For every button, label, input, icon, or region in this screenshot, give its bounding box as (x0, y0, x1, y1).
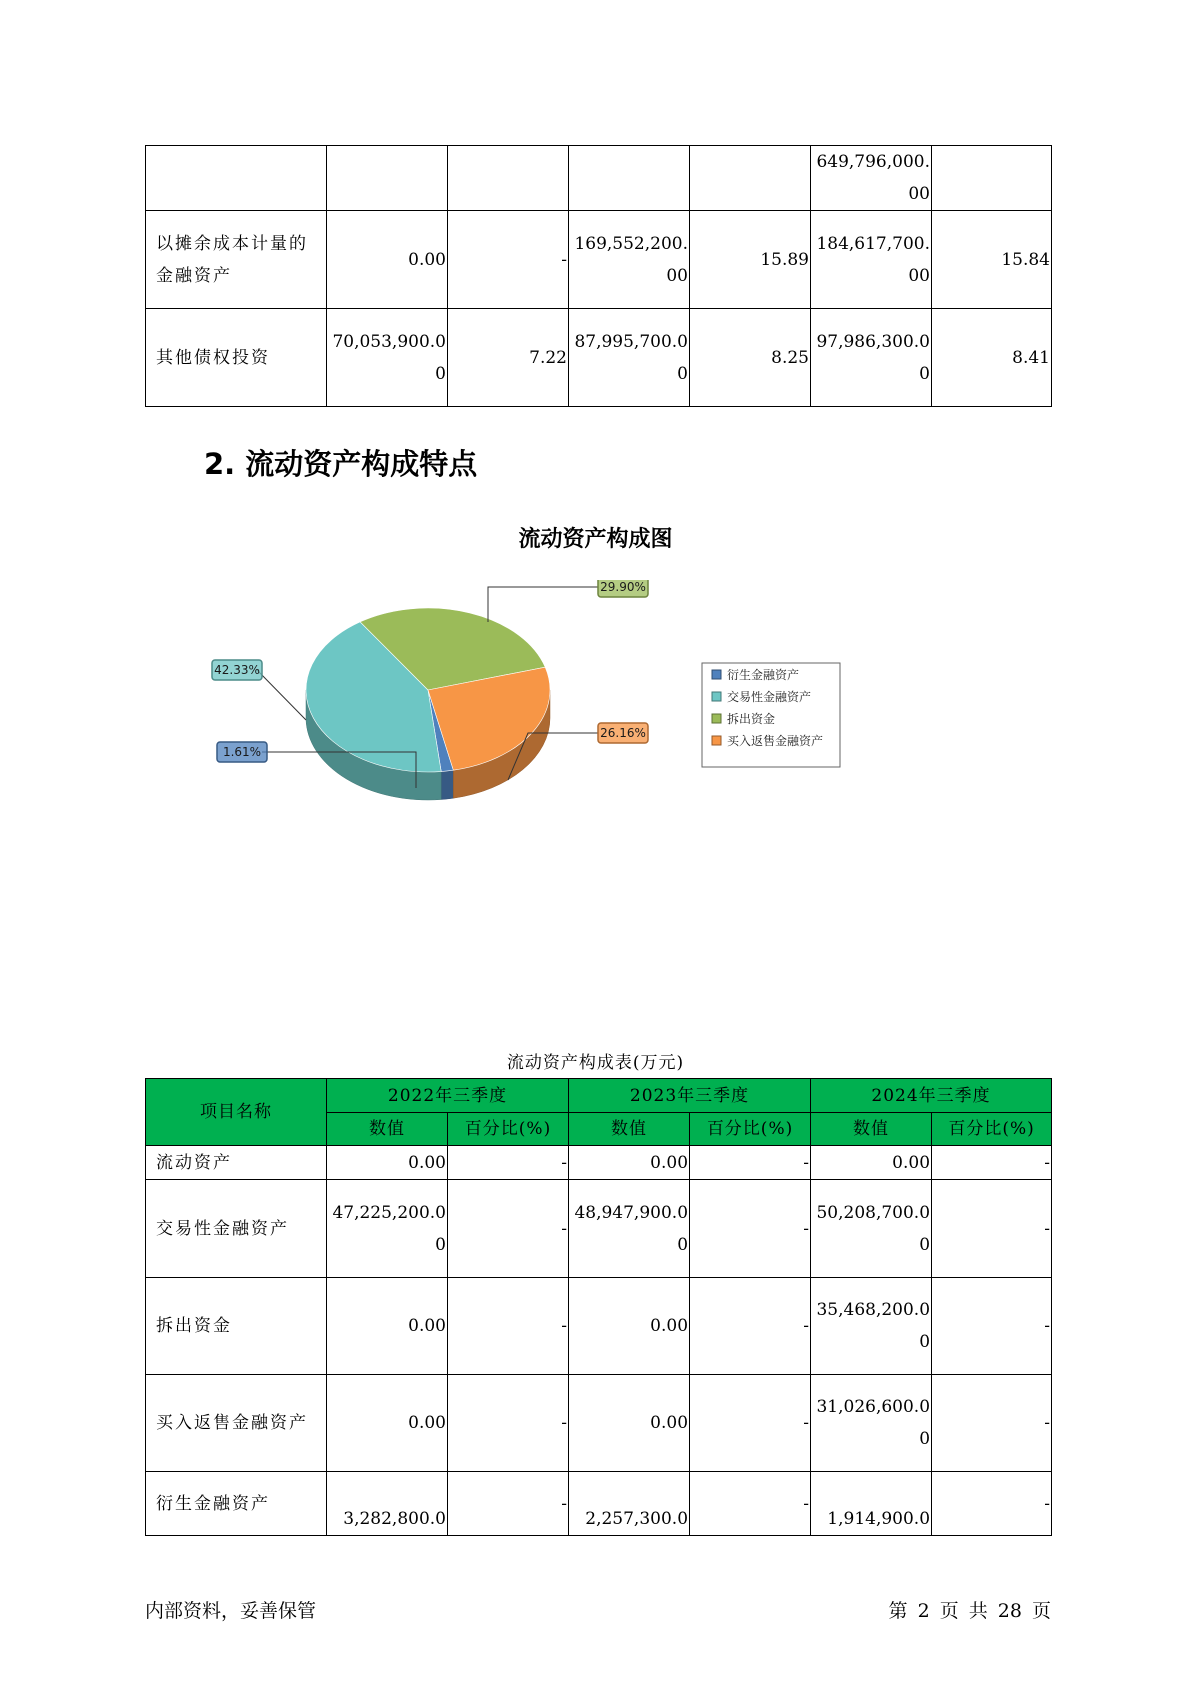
cell (690, 146, 811, 211)
cell (569, 146, 690, 211)
cell: 0.00 (569, 1375, 690, 1472)
table-caption: 流动资产构成表(万元) (506, 1053, 685, 1073)
cell: 7.22 (448, 309, 569, 407)
data-label-0: 1.61% (222, 745, 262, 759)
table-row (146, 1278, 1052, 1375)
cell: 0.00 (569, 1146, 690, 1180)
table-row (146, 309, 1052, 407)
cell: 15.89 (690, 211, 811, 309)
legend-entry-2: 拆出资金 (727, 712, 776, 726)
cell: 169,552,200.00 (569, 211, 690, 309)
cell: 8.41 (932, 309, 1052, 407)
table-row (146, 1180, 1052, 1278)
legend-entry-0: 衍生金融资产 (727, 668, 800, 682)
asset-table-continued (145, 145, 1052, 407)
data-label-2: 29.90% (600, 580, 646, 594)
table-row (146, 1375, 1052, 1472)
cell: - (690, 1180, 811, 1278)
header-year: 2023年三季度 (569, 1079, 811, 1113)
row-label: 买入返售金融资产 (146, 1375, 327, 1472)
header-item: 项目名称 (146, 1079, 327, 1146)
header-year: 2024年三季度 (811, 1079, 1052, 1113)
cell: - (448, 1180, 569, 1278)
chart-title: 流动资产构成图 (518, 527, 673, 552)
cell (932, 146, 1052, 211)
leader-line-1 (257, 670, 306, 720)
header-value: 数值 (327, 1113, 448, 1146)
cell: - (448, 1375, 569, 1472)
cell: 8.25 (690, 309, 811, 407)
current-assets-table (145, 1078, 1052, 1536)
cell: 97,986,300.00 (811, 309, 932, 407)
cell: 87,995,700.00 (569, 309, 690, 407)
cell: 2,257,300.0 (569, 1472, 690, 1536)
legend-swatch-2 (712, 714, 721, 723)
cell: - (932, 1180, 1052, 1278)
row-label (146, 146, 327, 211)
header-percent: 百分比(%) (932, 1113, 1052, 1146)
data-label-1: 42.33% (214, 663, 260, 677)
cell: - (448, 1472, 569, 1536)
page-number: 第 2 页 共 28 页 (888, 1600, 1051, 1622)
cell: - (448, 1146, 569, 1180)
cell: 184,617,700.00 (811, 211, 932, 309)
cell: - (932, 1472, 1052, 1536)
cell: - (690, 1146, 811, 1180)
table-row (146, 1472, 1052, 1536)
cell: - (448, 1278, 569, 1375)
cell: 0.00 (327, 1375, 448, 1472)
cell: - (690, 1375, 811, 1472)
cell: 50,208,700.00 (811, 1180, 932, 1278)
row-label: 以摊余成本计量的金融资产 (146, 211, 327, 309)
header-percent: 百分比(%) (448, 1113, 569, 1146)
row-label: 衍生金融资产 (146, 1472, 327, 1536)
cell: 35,468,200.00 (811, 1278, 932, 1375)
cell: - (932, 1278, 1052, 1375)
cell: 0.00 (327, 1146, 448, 1180)
cell: - (448, 211, 569, 309)
section-title: 2. 流动资产构成特点 (204, 447, 478, 481)
legend-swatch-0 (712, 670, 721, 679)
cell: 649,796,000.00 (811, 146, 932, 211)
cell: 0.00 (811, 1146, 932, 1180)
legend-swatch-1 (712, 692, 721, 701)
legend-entry-3: 买入返售金融资产 (727, 734, 824, 748)
footer-note: 内部资料，妥善保管 (145, 1600, 317, 1622)
table-row (146, 146, 1052, 211)
cell (327, 146, 448, 211)
legend-swatch-3 (712, 736, 721, 745)
table-row (146, 1146, 1052, 1180)
row-label: 其他债权投资 (146, 309, 327, 407)
header-value: 数值 (811, 1113, 932, 1146)
cell: 70,053,900.00 (327, 309, 448, 407)
header-value: 数值 (569, 1113, 690, 1146)
pie-side-0 (441, 770, 453, 799)
header-percent: 百分比(%) (690, 1113, 811, 1146)
cell: 1,914,900.0 (811, 1472, 932, 1536)
row-label: 流动资产 (146, 1146, 327, 1180)
cell: 48,947,900.00 (569, 1180, 690, 1278)
cell (448, 146, 569, 211)
cell: - (932, 1375, 1052, 1472)
cell: - (690, 1278, 811, 1375)
cell: 3,282,800.0 (327, 1472, 448, 1536)
row-label: 拆出资金 (146, 1278, 327, 1375)
table-row (146, 211, 1052, 309)
cell: - (690, 1472, 811, 1536)
leader-line-2 (488, 587, 598, 622)
cell: - (932, 1146, 1052, 1180)
cell: 31,026,600.00 (811, 1375, 932, 1472)
data-label-3: 26.16% (600, 726, 646, 740)
cell: 47,225,200.00 (327, 1180, 448, 1278)
header-row (146, 1079, 1052, 1113)
pie-chart (0, 580, 1191, 840)
cell: 15.84 (932, 211, 1052, 309)
cell: 0.00 (327, 1278, 448, 1375)
cell: 0.00 (569, 1278, 690, 1375)
legend-entry-1: 交易性金融资产 (727, 690, 812, 704)
header-year: 2022年三季度 (327, 1079, 569, 1113)
row-label: 交易性金融资产 (146, 1180, 327, 1278)
cell: 0.00 (327, 211, 448, 309)
